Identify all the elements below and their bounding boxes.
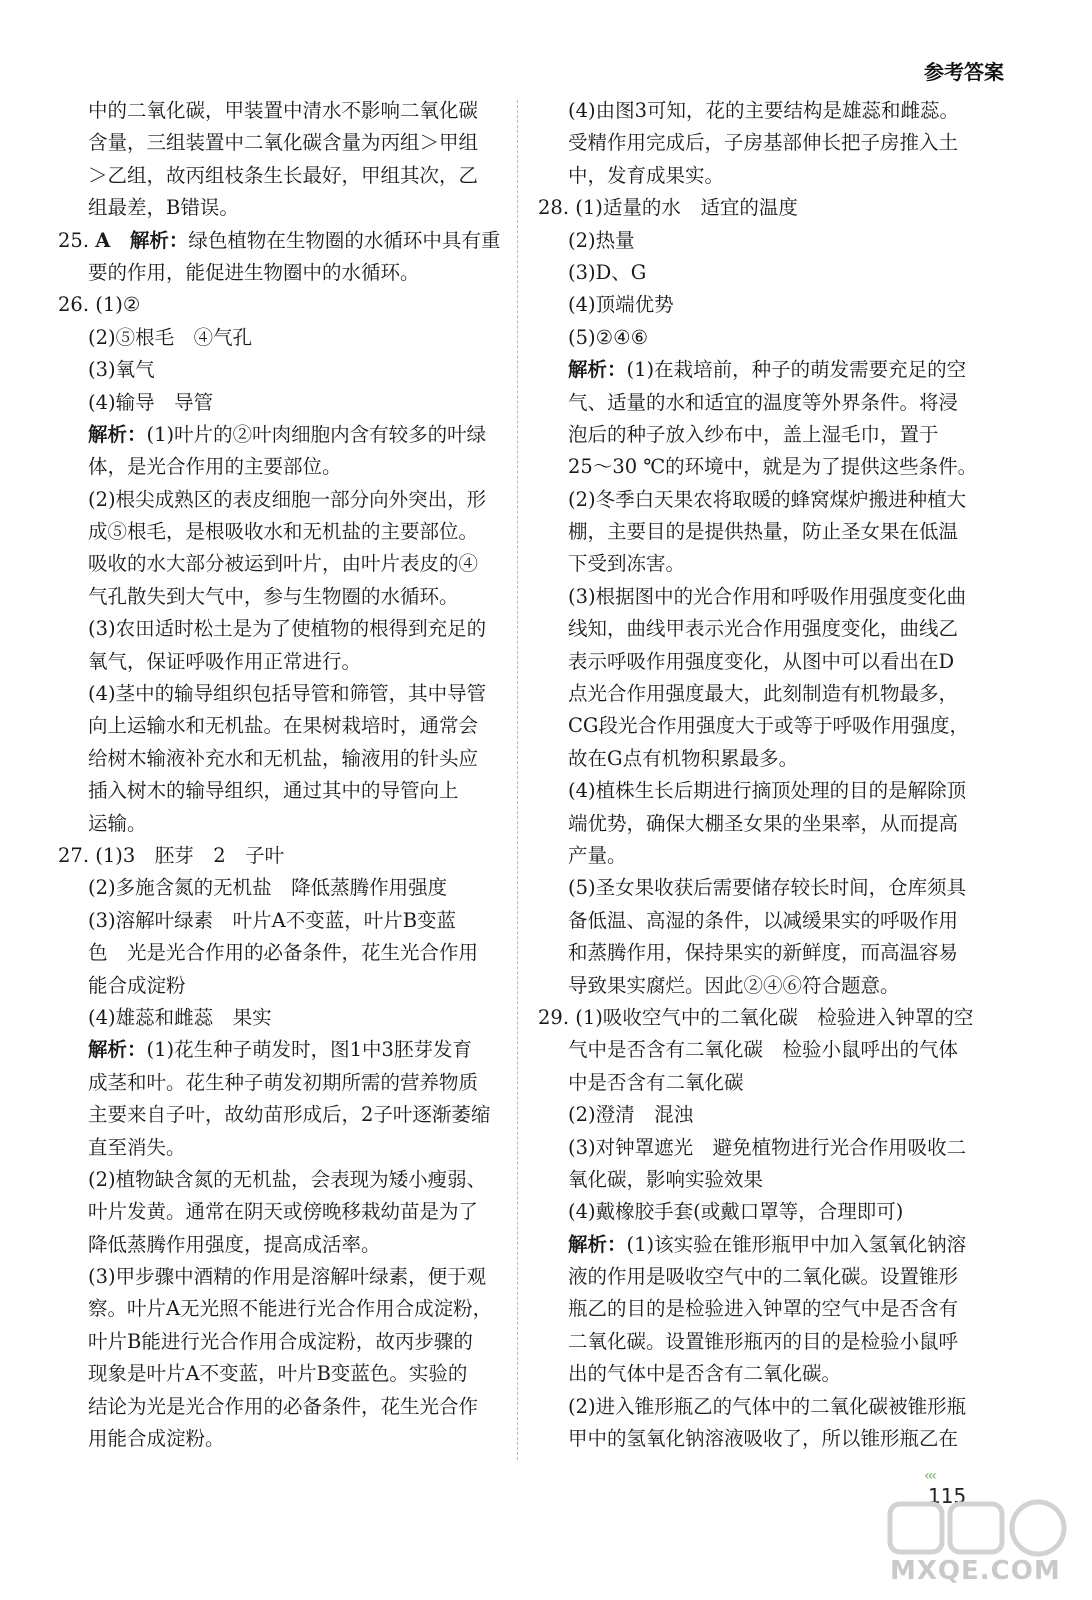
text-line: [538, 451, 978, 483]
text-segment: 表示呼吸作用强度变化，从图中可以看出在D: [568, 649, 955, 673]
text-segment: (2)多施含氮的无机盐 降低蒸腾作用强度: [88, 876, 448, 900]
text-segment: 26. (1)②: [58, 293, 141, 317]
text-line: [538, 419, 968, 451]
text-segment: (2)⑤根毛 ④气孔: [88, 325, 253, 349]
text-line: [58, 1326, 488, 1358]
text-line: [58, 1261, 488, 1293]
text-segment: (5)圣女果收获后需要储存较长时间，仓库须具: [568, 876, 967, 900]
text-line: [538, 1002, 974, 1034]
text-line: [58, 257, 488, 289]
text-line: [58, 775, 488, 807]
text-segment: 绿色植物在生物圈的水循环中具有重: [188, 228, 501, 252]
text-line: [58, 743, 488, 775]
text-line: [538, 1164, 968, 1196]
text-line: [58, 1229, 488, 1261]
text-segment: 氧气，保证呼吸作用正常进行。: [88, 649, 362, 673]
text-segment: (1)在栽培前，种子的萌发需要充足的空: [626, 358, 967, 382]
text-line: [538, 516, 968, 548]
text-line: [58, 937, 488, 969]
text-line: [538, 1423, 968, 1455]
text-line: [538, 354, 968, 386]
text-segment: 组最差，B错误。: [88, 196, 239, 220]
bold-label: A: [95, 228, 111, 252]
text-segment: 直至消失。: [88, 1135, 186, 1159]
text-segment: 27. (1)3 胚芽 2 子叶: [58, 843, 285, 867]
text-line: [538, 1132, 968, 1164]
text-segment: (1)叶片的②叶肉细胞内含有较多的叶绿: [146, 422, 487, 446]
text-line: [58, 127, 488, 159]
text-line: [538, 1099, 968, 1131]
text-line: [58, 646, 488, 678]
text-segment: 28. (1)适量的水 适宜的温度: [538, 196, 798, 220]
page-header-title: 参考答案: [924, 60, 1004, 84]
text-line: [538, 225, 968, 257]
column-divider: [517, 100, 518, 1460]
text-line: [538, 1326, 968, 1358]
text-line: [538, 1229, 968, 1261]
text-segment: (2)冬季白天果农将取暖的蜂窝煤炉搬进种植大: [568, 487, 967, 511]
text-segment: 和蒸腾作用，保持果实的新鲜度，而高温容易: [568, 941, 959, 965]
text-segment: 吸收的水大部分被运到叶片，由叶片表皮的④: [88, 552, 479, 576]
text-line: [538, 872, 968, 904]
text-line: [538, 743, 968, 775]
text-line: [58, 1391, 488, 1423]
text-segment: 向上运输水和无机盐。在果树栽培时，通常会: [88, 714, 479, 738]
text-line: [538, 840, 968, 872]
text-line: [538, 937, 968, 969]
text-segment: (1)花生种子萌发时，图1中3胚芽发育: [146, 1038, 472, 1062]
text-segment: 插入树木的输导组织，通过其中的导管向上: [88, 779, 459, 803]
text-segment: 运输。: [88, 811, 147, 835]
text-segment: (4)顶端优势: [568, 293, 674, 317]
text-line: [538, 322, 968, 354]
text-line: [538, 1067, 968, 1099]
text-line: [538, 484, 968, 516]
text-line: [58, 970, 488, 1002]
text-line: [538, 678, 968, 710]
text-line: [538, 646, 968, 678]
text-line: [58, 905, 488, 937]
text-segment: 出的气体中是否含有二氧化碳。: [568, 1362, 842, 1386]
text-segment: 下受到冻害。: [568, 552, 686, 576]
text-line: [538, 1293, 968, 1325]
text-segment: (1)该实验在锥形瓶甲中加入氢氧化钠溶: [626, 1232, 967, 1256]
text-line: [538, 387, 968, 419]
text-line: [58, 872, 488, 904]
text-segment: 给树木输液补充水和无机盐，输液用的针头应: [88, 746, 479, 770]
text-line: [538, 1391, 968, 1423]
text-segment: [110, 229, 130, 252]
text-segment: (3)甲步骤中酒精的作用是溶解叶绿素，便于观: [88, 1265, 487, 1289]
text-line: [58, 613, 488, 645]
text-line: [58, 1067, 488, 1099]
page-number: 115: [928, 1484, 967, 1508]
text-line: [58, 95, 488, 127]
text-segment: 成⑤根毛，是根吸收水和无机盐的主要部位。: [88, 520, 479, 544]
text-segment: 液的作用是吸收空气中的二氧化碳。设置锥形: [568, 1265, 959, 1289]
text-segment: 点光合作用强度最大，此刻制造有机物最多，: [568, 682, 959, 706]
text-line: [538, 1196, 968, 1228]
text-line: [538, 160, 968, 192]
text-segment: 气、适量的水和适宜的温度等外界条件。将浸: [568, 390, 959, 414]
text-segment: (4)植株生长后期进行摘顶处理的目的是解除顶: [568, 779, 967, 803]
text-line: [538, 775, 968, 807]
text-line: [538, 1358, 968, 1390]
text-line: [58, 516, 488, 548]
right-column: [538, 95, 978, 1455]
text-line: [58, 322, 488, 354]
text-line: [538, 808, 968, 840]
text-segment: (3)D、G: [568, 260, 647, 284]
text-line: [58, 1099, 491, 1131]
text-line: [538, 95, 968, 127]
text-line: [58, 710, 488, 742]
text-segment: 含量，三组装置中二氧化碳含量为丙组＞甲组: [88, 131, 479, 155]
text-segment: 线知，曲线甲表示光合作用强度变化，曲线乙: [568, 617, 959, 641]
text-line: [58, 387, 488, 419]
text-line: [538, 1034, 968, 1066]
text-segment: 25.: [58, 228, 96, 252]
text-segment: (3)氧气: [88, 358, 155, 382]
text-segment: (4)戴橡胶手套(或戴口罩等，合理即可): [568, 1200, 904, 1224]
text-segment: (4)由图3可知，花的主要结构是雄蕊和雌蕊。: [568, 99, 960, 122]
text-segment: 叶片B能进行光合作用合成淀粉，故丙步骤的: [88, 1329, 473, 1353]
text-line: [538, 905, 968, 937]
text-line: [58, 1034, 488, 1066]
text-segment: 导致果实腐烂。因此②④⑥符合题意。: [568, 973, 900, 997]
text-line: [58, 354, 488, 386]
text-line: [58, 1132, 488, 1164]
bold-label: 解析：: [568, 358, 627, 382]
text-line: [58, 225, 501, 257]
text-segment: (5)②④⑥: [568, 325, 649, 349]
text-segment: 产量。: [568, 843, 627, 867]
text-line: [538, 548, 968, 580]
text-segment: ＞乙组，故丙组枝条生长最好，甲组其次，乙: [88, 163, 479, 187]
text-segment: 要的作用，能促进生物圈中的水循环。: [88, 260, 420, 284]
text-line: [538, 257, 968, 289]
text-segment: 能合成淀粉: [88, 973, 186, 997]
text-line: [58, 160, 488, 192]
text-segment: 气孔散失到大气中，参与生物圈的水循环。: [88, 584, 459, 608]
text-segment: 25～30 ℃的环境中，就是为了提供这些条件。: [568, 455, 978, 479]
text-segment: (4)输导 导管: [88, 390, 214, 414]
text-line: [58, 1164, 488, 1196]
text-line: [538, 289, 968, 321]
bold-label: 解析：: [129, 228, 189, 252]
text-segment: 气中是否含有二氧化碳 检验小鼠呼出的气体: [568, 1038, 959, 1062]
text-line: [538, 127, 968, 159]
text-line: [58, 1358, 488, 1390]
text-segment: 端优势，确保大棚圣女果的坐果率，从而提高: [568, 811, 959, 835]
text-segment: 氧化碳，影响实验效果: [568, 1167, 764, 1191]
text-segment: 成茎和叶。花生种子萌发初期所需的营养物质: [88, 1070, 479, 1094]
text-segment: (3)农田适时松土是为了使植物的根得到充足的: [88, 617, 487, 641]
bold-label: 解析：: [88, 422, 147, 446]
text-segment: (2)热量: [568, 228, 635, 252]
text-line: [58, 581, 488, 613]
text-segment: (2)植物缺含氮的无机盐，会表现为矮小瘦弱、: [88, 1167, 487, 1191]
text-line: [58, 548, 488, 580]
text-segment: 现象是叶片A不变蓝，叶片B变蓝色。实验的: [88, 1362, 468, 1386]
text-segment: CG段光合作用强度大于或等于呼吸作用强度，: [568, 714, 969, 738]
text-line: [58, 1196, 488, 1228]
text-line: [58, 678, 488, 710]
text-line: [58, 451, 488, 483]
text-segment: (2)澄清 混浊: [568, 1103, 694, 1127]
text-segment: (3)根据图中的光合作用和呼吸作用强度变化曲: [568, 584, 967, 608]
bold-label: 解析：: [568, 1232, 627, 1256]
text-segment: 甲中的氢氧化钠溶液吸收了，所以锥形瓶乙在: [568, 1427, 959, 1451]
bold-label: 解析：: [88, 1038, 147, 1062]
text-segment: 备低温、高湿的条件，以减缓果实的呼吸作用: [568, 908, 959, 932]
text-line: [58, 289, 488, 321]
text-segment: (2)根尖成熟区的表皮细胞一部分向外突出，形: [88, 487, 487, 511]
text-segment: 主要来自子叶，故幼苗形成后，2子叶逐渐萎缩: [88, 1103, 491, 1127]
text-segment: (2)进入锥形瓶乙的气体中的二氧化碳被锥形瓶: [568, 1394, 967, 1418]
left-column: [58, 95, 501, 1455]
text-line: [58, 484, 488, 516]
text-segment: 用能合成淀粉。: [88, 1427, 225, 1451]
text-segment: (3)溶解叶绿素 叶片A不变蓝，叶片B变蓝: [88, 908, 457, 932]
text-segment: 泡后的种子放入纱布中，盖上湿毛巾，置于: [568, 422, 939, 446]
text-line: [538, 970, 968, 1002]
text-segment: 二氧化碳。设置锥形瓶丙的目的是检验小鼠呼: [568, 1329, 959, 1353]
text-line: [538, 192, 968, 224]
text-line: [538, 581, 968, 613]
page-number-ornament: ‹‹‹: [924, 1468, 935, 1484]
text-segment: 29. (1)吸收空气中的二氧化碳 检验进入钟罩的空: [538, 1005, 974, 1029]
text-segment: 受精作用完成后，子房基部伸长把子房推入土: [568, 131, 959, 155]
text-line: [58, 192, 488, 224]
text-line: [58, 419, 488, 451]
text-segment: 结论为光是光合作用的必备条件，花生光合作: [88, 1394, 479, 1418]
text-segment: 色 光是光合作用的必备条件，花生光合作用: [88, 941, 479, 965]
text-segment: 中是否含有二氧化碳: [568, 1070, 744, 1094]
text-line: [58, 808, 488, 840]
text-segment: 叶片发黄。通常在阴天或傍晚移栽幼苗是为了: [88, 1200, 479, 1224]
text-segment: 体，是光合作用的主要部位。: [88, 455, 342, 479]
text-segment: (4)茎中的输导组织包括导管和筛管，其中导管: [88, 682, 487, 706]
text-segment: 降低蒸腾作用强度，提高成活率。: [88, 1232, 381, 1256]
text-segment: 棚，主要目的是提供热量，防止圣女果在低温: [568, 520, 959, 544]
text-segment: 瓶乙的目的是检验进入钟罩的空气中是否含有: [568, 1297, 959, 1321]
text-line: [58, 1002, 488, 1034]
text-line: [538, 1261, 968, 1293]
text-segment: 中，发育成果实。: [568, 163, 725, 187]
text-segment: 中的二氧化碳，甲装置中清水不影响二氧化碳: [88, 99, 479, 122]
text-line: [58, 1423, 488, 1455]
text-segment: 察。叶片A无光照不能进行光合作用合成淀粉，: [88, 1297, 493, 1321]
watermark-text: MXQE.COM: [890, 1556, 1061, 1586]
text-segment: (4)雄蕊和雌蕊 果实: [88, 1005, 272, 1029]
text-line: [58, 840, 488, 872]
text-segment: 故在G点有机物积累最多。: [568, 746, 799, 770]
text-segment: (3)对钟罩遮光 避免植物进行光合作用吸收二: [568, 1135, 967, 1159]
text-line: [58, 1293, 493, 1325]
text-line: [538, 710, 968, 742]
text-line: [538, 613, 968, 645]
